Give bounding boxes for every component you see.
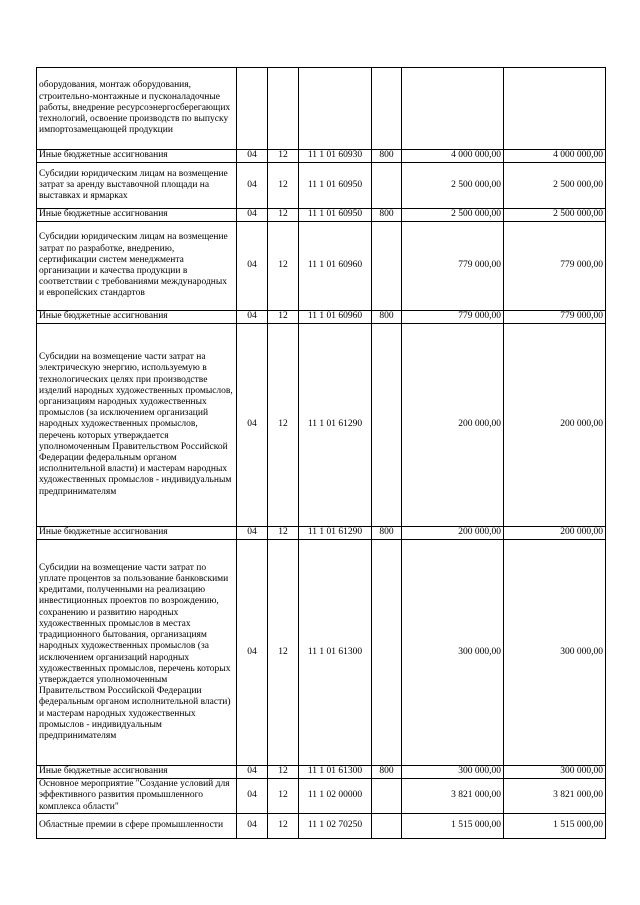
row-name-cell: Иные бюджетные ассигнования	[37, 766, 237, 779]
subsection-code-cell: 12	[268, 779, 299, 814]
table-row	[37, 814, 606, 839]
amount-cell: 2 500 000,00	[402, 209, 504, 222]
subsection-code-cell: 12	[268, 311, 299, 324]
table-row	[37, 527, 606, 540]
section-code-cell: 04	[237, 222, 268, 311]
row-name-cell: Субсидии на возмещение части затрат на электрическую энергию, используемую в технологических целях при производстве изделий народных художественных промыслов, организациям народных художественных промыслов (за исключением организаций народных художественных промыслов, перечень которых утверждается уполномоченным Правительством Российской Федерации федеральным органом исполнительной власти) и мастерам народных художественных промыслов - индивидуальным предпринимателям	[37, 324, 237, 527]
subsection-code-cell: 12	[268, 209, 299, 222]
subsection-code-cell	[268, 68, 299, 150]
expense-type-cell	[372, 814, 402, 839]
row-name-cell: Иные бюджетные ассигнования	[37, 527, 237, 540]
target-article-cell: 11 1 01 60930	[299, 150, 372, 163]
expense-type-cell	[372, 540, 402, 766]
expense-type-cell	[372, 163, 402, 209]
target-article-cell: 11 1 01 61290	[299, 324, 372, 527]
subsection-code-cell: 12	[268, 163, 299, 209]
table-row	[37, 150, 606, 163]
section-code-cell: 04	[237, 324, 268, 527]
table-row	[37, 766, 606, 779]
amount-cell: 779 000,00	[504, 311, 606, 324]
section-code-cell: 04	[237, 209, 268, 222]
section-code-cell: 04	[237, 814, 268, 839]
section-code-cell	[237, 68, 268, 150]
section-code-cell: 04	[237, 527, 268, 540]
target-article-cell	[299, 68, 372, 150]
amount-cell: 200 000,00	[504, 324, 606, 527]
target-article-cell: 11 1 01 60960	[299, 311, 372, 324]
amount-cell: 300 000,00	[504, 766, 606, 779]
section-code-cell: 04	[237, 163, 268, 209]
amount-cell: 779 000,00	[402, 222, 504, 311]
subsection-code-cell: 12	[268, 527, 299, 540]
expense-type-cell: 800	[372, 150, 402, 163]
amount-cell: 2 500 000,00	[402, 163, 504, 209]
amount-cell	[402, 68, 504, 150]
row-name-cell: Субсидии на возмещение части затрат по уплате процентов за пользование банковскими кредитами, полученными на реализацию инвестиционных проектов по возрождению, сохранению и развитию народных художественных промыслов в местах традиционного бытования, организациям народных художественных промыслов (за исключением организаций народных художественных промыслов, перечень которых утверждается уполномоченным Правительством Российской Федерации федеральным органом исполнительной власти) и мастерам народных художественных промыслов - индивидуальным предпринимателям	[37, 540, 237, 766]
amount-cell	[504, 68, 606, 150]
expense-type-cell: 800	[372, 311, 402, 324]
amount-cell: 3 821 000,00	[402, 779, 504, 814]
amount-cell: 300 000,00	[402, 766, 504, 779]
amount-cell: 1 515 000,00	[504, 814, 606, 839]
amount-cell: 200 000,00	[402, 527, 504, 540]
expense-type-cell: 800	[372, 209, 402, 222]
amount-cell: 2 500 000,00	[504, 163, 606, 209]
target-article-cell: 11 1 01 60960	[299, 222, 372, 311]
amount-cell: 3 821 000,00	[504, 779, 606, 814]
target-article-cell: 11 1 02 00000	[299, 779, 372, 814]
section-code-cell: 04	[237, 150, 268, 163]
subsection-code-cell: 12	[268, 222, 299, 311]
target-article-cell: 11 1 01 60950	[299, 209, 372, 222]
amount-cell: 779 000,00	[402, 311, 504, 324]
subsection-code-cell: 12	[268, 540, 299, 766]
target-article-cell: 11 1 02 70250	[299, 814, 372, 839]
amount-cell: 200 000,00	[402, 324, 504, 527]
target-article-cell: 11 1 01 60950	[299, 163, 372, 209]
row-name-cell: Основное мероприятие "Создание условий для эффективного развития промышленного комплекса области"	[37, 779, 237, 814]
budget-table	[36, 67, 606, 839]
target-article-cell: 11 1 01 61300	[299, 540, 372, 766]
subsection-code-cell: 12	[268, 324, 299, 527]
section-code-cell: 04	[237, 540, 268, 766]
amount-cell: 2 500 000,00	[504, 209, 606, 222]
table-row	[37, 68, 606, 150]
subsection-code-cell: 12	[268, 766, 299, 779]
row-name-cell: Иные бюджетные ассигнования	[37, 209, 237, 222]
table-row	[37, 779, 606, 814]
row-name-cell: Иные бюджетные ассигнования	[37, 150, 237, 163]
target-article-cell: 11 1 01 61290	[299, 527, 372, 540]
amount-cell: 4 000 000,00	[402, 150, 504, 163]
subsection-code-cell: 12	[268, 150, 299, 163]
row-name-cell: оборудования, монтаж оборудования, строительно-монтажные и пусконаладочные работы, внедрение ресурсоэнергосберегающих технологий, освоение производств по выпуску импортозамещающей продукции	[37, 68, 237, 150]
row-name-cell: Субсидии юридическим лицам на возмещение затрат за аренду выставочной площади на выставках и ярмарках	[37, 163, 237, 209]
row-name-cell: Иные бюджетные ассигнования	[37, 311, 237, 324]
expense-type-cell: 800	[372, 766, 402, 779]
target-article-cell: 11 1 01 61300	[299, 766, 372, 779]
section-code-cell: 04	[237, 311, 268, 324]
amount-cell: 300 000,00	[504, 540, 606, 766]
section-code-cell: 04	[237, 779, 268, 814]
table-row	[37, 324, 606, 527]
amount-cell: 779 000,00	[504, 222, 606, 311]
subsection-code-cell: 12	[268, 814, 299, 839]
expense-type-cell	[372, 222, 402, 311]
amount-cell: 200 000,00	[504, 527, 606, 540]
table-row	[37, 540, 606, 766]
row-name-cell: Субсидии юридическим лицам на возмещение затрат по разработке, внедрению, сертификации систем менеджмента организации и качества продукции в соответствии с требованиями международных и европейских стандартов	[37, 222, 237, 311]
section-code-cell: 04	[237, 766, 268, 779]
expense-type-cell	[372, 68, 402, 150]
row-name-cell: Областные премии в сфере промышленности	[37, 814, 237, 839]
expense-type-cell	[372, 324, 402, 527]
expense-type-cell	[372, 779, 402, 814]
table-row	[37, 222, 606, 311]
table-row	[37, 311, 606, 324]
table-row	[37, 163, 606, 209]
amount-cell: 300 000,00	[402, 540, 504, 766]
expense-type-cell: 800	[372, 527, 402, 540]
amount-cell: 4 000 000,00	[504, 150, 606, 163]
amount-cell: 1 515 000,00	[402, 814, 504, 839]
table-row	[37, 209, 606, 222]
